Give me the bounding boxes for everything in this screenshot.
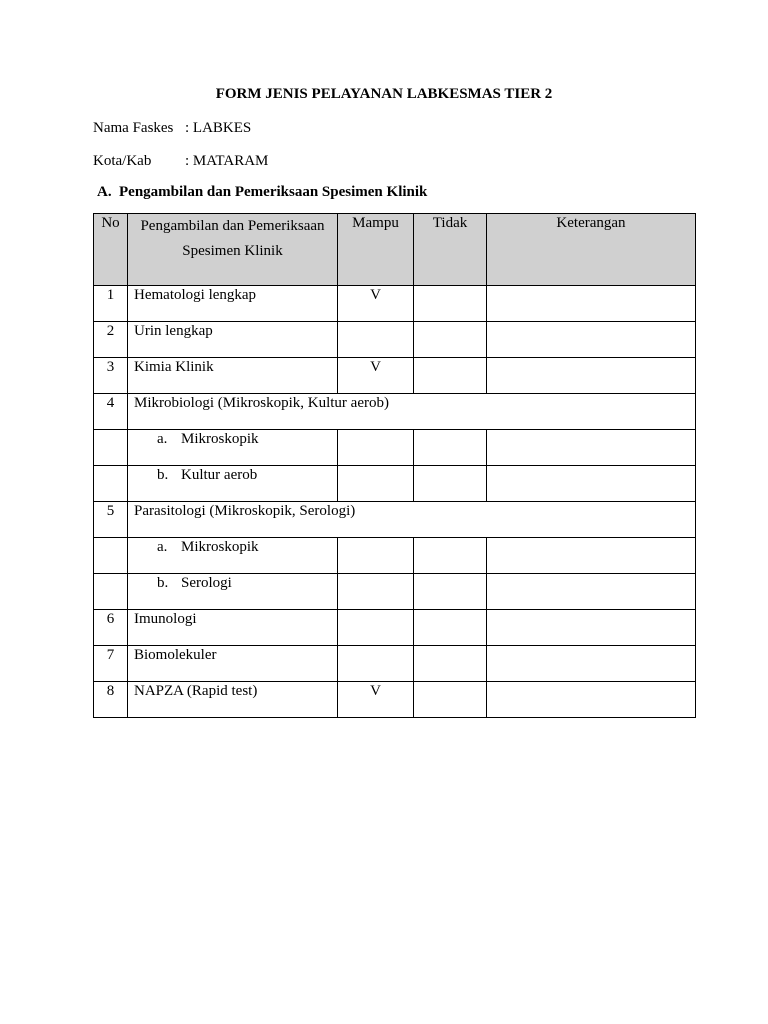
- cell-no: [94, 466, 128, 502]
- cell-desc: Urin lengkap: [128, 322, 338, 358]
- section-title: Pengambilan dan Pemeriksaan Spesimen Klinik: [119, 184, 428, 200]
- cell-desc: Kimia Klinik: [128, 358, 338, 394]
- cell-keterangan[interactable]: [487, 430, 696, 466]
- cell-mampu[interactable]: [338, 466, 414, 502]
- table-row: [94, 466, 696, 502]
- sub-item-letter: b.: [157, 467, 169, 483]
- cell-desc: Imunologi: [128, 610, 338, 646]
- cell-mampu[interactable]: [338, 538, 414, 574]
- table-row: [94, 610, 696, 646]
- section-letter: A.: [97, 184, 112, 200]
- table-row: [94, 574, 696, 610]
- cell-tidak[interactable]: [414, 682, 487, 718]
- sub-item-letter: a.: [157, 431, 168, 447]
- cell-no: 6: [94, 610, 128, 646]
- cell-no: 4: [94, 394, 128, 430]
- table-header-row: [94, 214, 696, 286]
- cell-no: 5: [94, 502, 128, 538]
- cell-mampu[interactable]: [338, 610, 414, 646]
- cell-mampu[interactable]: V: [338, 682, 414, 718]
- cell-mampu[interactable]: [338, 646, 414, 682]
- table-row: [94, 358, 696, 394]
- section-heading: [97, 184, 427, 201]
- table-row: [94, 502, 696, 538]
- sub-item-letter: a.: [157, 539, 168, 555]
- cell-tidak[interactable]: [414, 646, 487, 682]
- table-row: [94, 322, 696, 358]
- cell-desc-group: Parasitologi (Mikroskopik, Serologi): [128, 502, 696, 538]
- cell-desc: [128, 574, 338, 610]
- cell-mampu[interactable]: [338, 430, 414, 466]
- cell-keterangan[interactable]: [487, 322, 696, 358]
- cell-keterangan[interactable]: [487, 610, 696, 646]
- cell-desc-group: Mikrobiologi (Mikroskopik, Kultur aerob): [128, 394, 696, 430]
- cell-desc: [128, 538, 338, 574]
- cell-mampu[interactable]: V: [338, 286, 414, 322]
- cell-tidak[interactable]: [414, 538, 487, 574]
- sub-item-label: Kultur aerob: [181, 467, 258, 483]
- cell-desc: NAPZA (Rapid test): [128, 682, 338, 718]
- header-keterangan: Keterangan: [487, 214, 696, 286]
- cell-no: 1: [94, 286, 128, 322]
- cell-tidak[interactable]: [414, 286, 487, 322]
- cell-keterangan[interactable]: [487, 286, 696, 322]
- cell-tidak[interactable]: [414, 430, 487, 466]
- kota-value: : MATARAM: [185, 153, 269, 169]
- table-row: [94, 430, 696, 466]
- header-no: No: [94, 214, 128, 286]
- cell-no: 3: [94, 358, 128, 394]
- cell-mampu[interactable]: [338, 574, 414, 610]
- faskes-line: [93, 120, 251, 137]
- table-row: [94, 538, 696, 574]
- header-desc: Pengambilan dan Pemeriksaan Spesimen Klinik: [128, 214, 338, 286]
- cell-tidak[interactable]: [414, 610, 487, 646]
- cell-no: 8: [94, 682, 128, 718]
- cell-mampu[interactable]: [338, 322, 414, 358]
- cell-desc: Biomolekuler: [128, 646, 338, 682]
- sub-item-label: Serologi: [181, 575, 232, 591]
- cell-keterangan[interactable]: [487, 466, 696, 502]
- sub-item-label: Mikroskopik: [181, 431, 259, 447]
- cell-keterangan[interactable]: [487, 574, 696, 610]
- faskes-label: Nama Faskes: [93, 120, 174, 136]
- cell-desc: [128, 466, 338, 502]
- cell-no: 2: [94, 322, 128, 358]
- kota-label: Kota/Kab: [93, 153, 152, 169]
- kota-line: [93, 153, 268, 170]
- faskes-value: : LABKES: [185, 120, 252, 136]
- table-row: [94, 646, 696, 682]
- header-mampu: Mampu: [338, 214, 414, 286]
- cell-no: 7: [94, 646, 128, 682]
- cell-no: [94, 574, 128, 610]
- cell-keterangan[interactable]: [487, 358, 696, 394]
- service-table: [93, 213, 696, 718]
- cell-no: [94, 538, 128, 574]
- cell-tidak[interactable]: [414, 322, 487, 358]
- cell-desc: [128, 430, 338, 466]
- cell-tidak[interactable]: [414, 358, 487, 394]
- cell-keterangan[interactable]: [487, 646, 696, 682]
- table-row: [94, 286, 696, 322]
- table-row: [94, 394, 696, 430]
- cell-no: [94, 430, 128, 466]
- table-row: [94, 682, 696, 718]
- page-title: FORM JENIS PELAYANAN LABKESMAS TIER 2: [215, 86, 553, 102]
- cell-tidak[interactable]: [414, 574, 487, 610]
- cell-desc: Hematologi lengkap: [128, 286, 338, 322]
- cell-keterangan[interactable]: [487, 682, 696, 718]
- cell-mampu[interactable]: V: [338, 358, 414, 394]
- sub-item-letter: b.: [157, 575, 169, 591]
- sub-item-label: Mikroskopik: [181, 539, 259, 555]
- header-tidak: Tidak: [414, 214, 487, 286]
- cell-keterangan[interactable]: [487, 538, 696, 574]
- cell-tidak[interactable]: [414, 466, 487, 502]
